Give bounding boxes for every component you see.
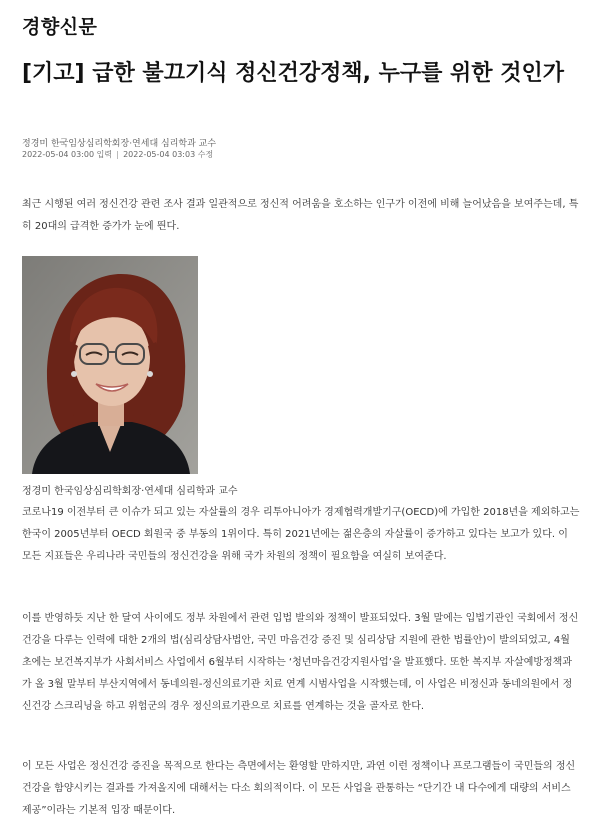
modified-date: 2022-05-04 03:03 수정 bbox=[123, 150, 214, 159]
article-paragraph-1: 코로나19 이전부터 큰 이슈가 되고 있는 자살률의 경우 리투아니아가 경제협력개발기구(OECD)에 가입한 2018년을 제외하고는 한국이 2005년부터 OECD 회원국 중 부동의 1위이다. 특히 2021년에는 젊은층의 자살률이 증가하고 있다는 보고가 있다. 이 모든 지표들은 우리나라 국민들의 정신건강을 위해 국가 차원의 정책이 필요함을 여실히 보여준다. bbox=[22, 507, 580, 562]
photo-caption: 정경미 한국임상심리학회장·연세대 심리학과 교수 bbox=[22, 486, 238, 497]
article-paragraph-2: 이를 반영하듯 지난 한 달여 사이에도 정부 차원에서 관련 입법 발의와 정책이 발표되었다. 3월 말에는 입법기관인 국회에서 정신건강을 다루는 인력에 대한 2개의 법(심리상담사법안, 국민 마음건강 증진 및 심리상담 지원에 관한 법률안)이 발의되었고, 4월 초에는 보건복지부가 사회서비스 사업에서 6월부터 시작하는 ‘청년마음건강지원사업’을 발표했다. 또한 복지부 자살예방정책과가 올 3월 말부터 부산지역에서 동네의원-정신의료기관 치료 연계 시범사업을 시작했는데, 이 사업은 비정신과 동네의원에서 정신건강 스크리닝을 하고 위험군의 경우 정신의료기관으로 치료를 연계하는 것을 골자로 한다. bbox=[22, 613, 579, 712]
article-dates bbox=[22, 149, 213, 160]
published-date: 2022-05-04 03:00 입력 bbox=[22, 150, 113, 159]
author-portrait-illustration bbox=[22, 256, 198, 474]
newspaper-logo[interactable]: 경향신문 bbox=[22, 16, 98, 38]
article-byline: 정경미 한국임상심리학회장·연세대 심리학과 교수 bbox=[22, 139, 217, 149]
date-divider bbox=[117, 151, 118, 159]
article-intro: 최근 시행된 여러 정신건강 관련 조사 결과 일관적으로 정신적 어려움을 호소하는 인구가 이전에 비해 늘어났음을 보여주는데, 특히 20대의 급격한 증가가 눈에 띈다. bbox=[22, 199, 579, 232]
author-photo bbox=[22, 256, 198, 474]
article-title: [기고] 급한 불끄기식 정신건강정책, 누구를 위한 것인가 bbox=[22, 61, 564, 86]
article-paragraph-3: 이 모든 사업은 정신건강 증진을 목적으로 한다는 측면에서는 환영할 만하지만, 과연 이런 정책이나 프로그램들이 국민들의 정신건강을 함양시키는 결과를 가져올지에 대해서는 다소 회의적이다. 이 모든 사업을 관통하는 “단기간 내 다수에게 대량의 서비스 제공”이라는 기본적 입장 때문이다. bbox=[22, 761, 576, 816]
